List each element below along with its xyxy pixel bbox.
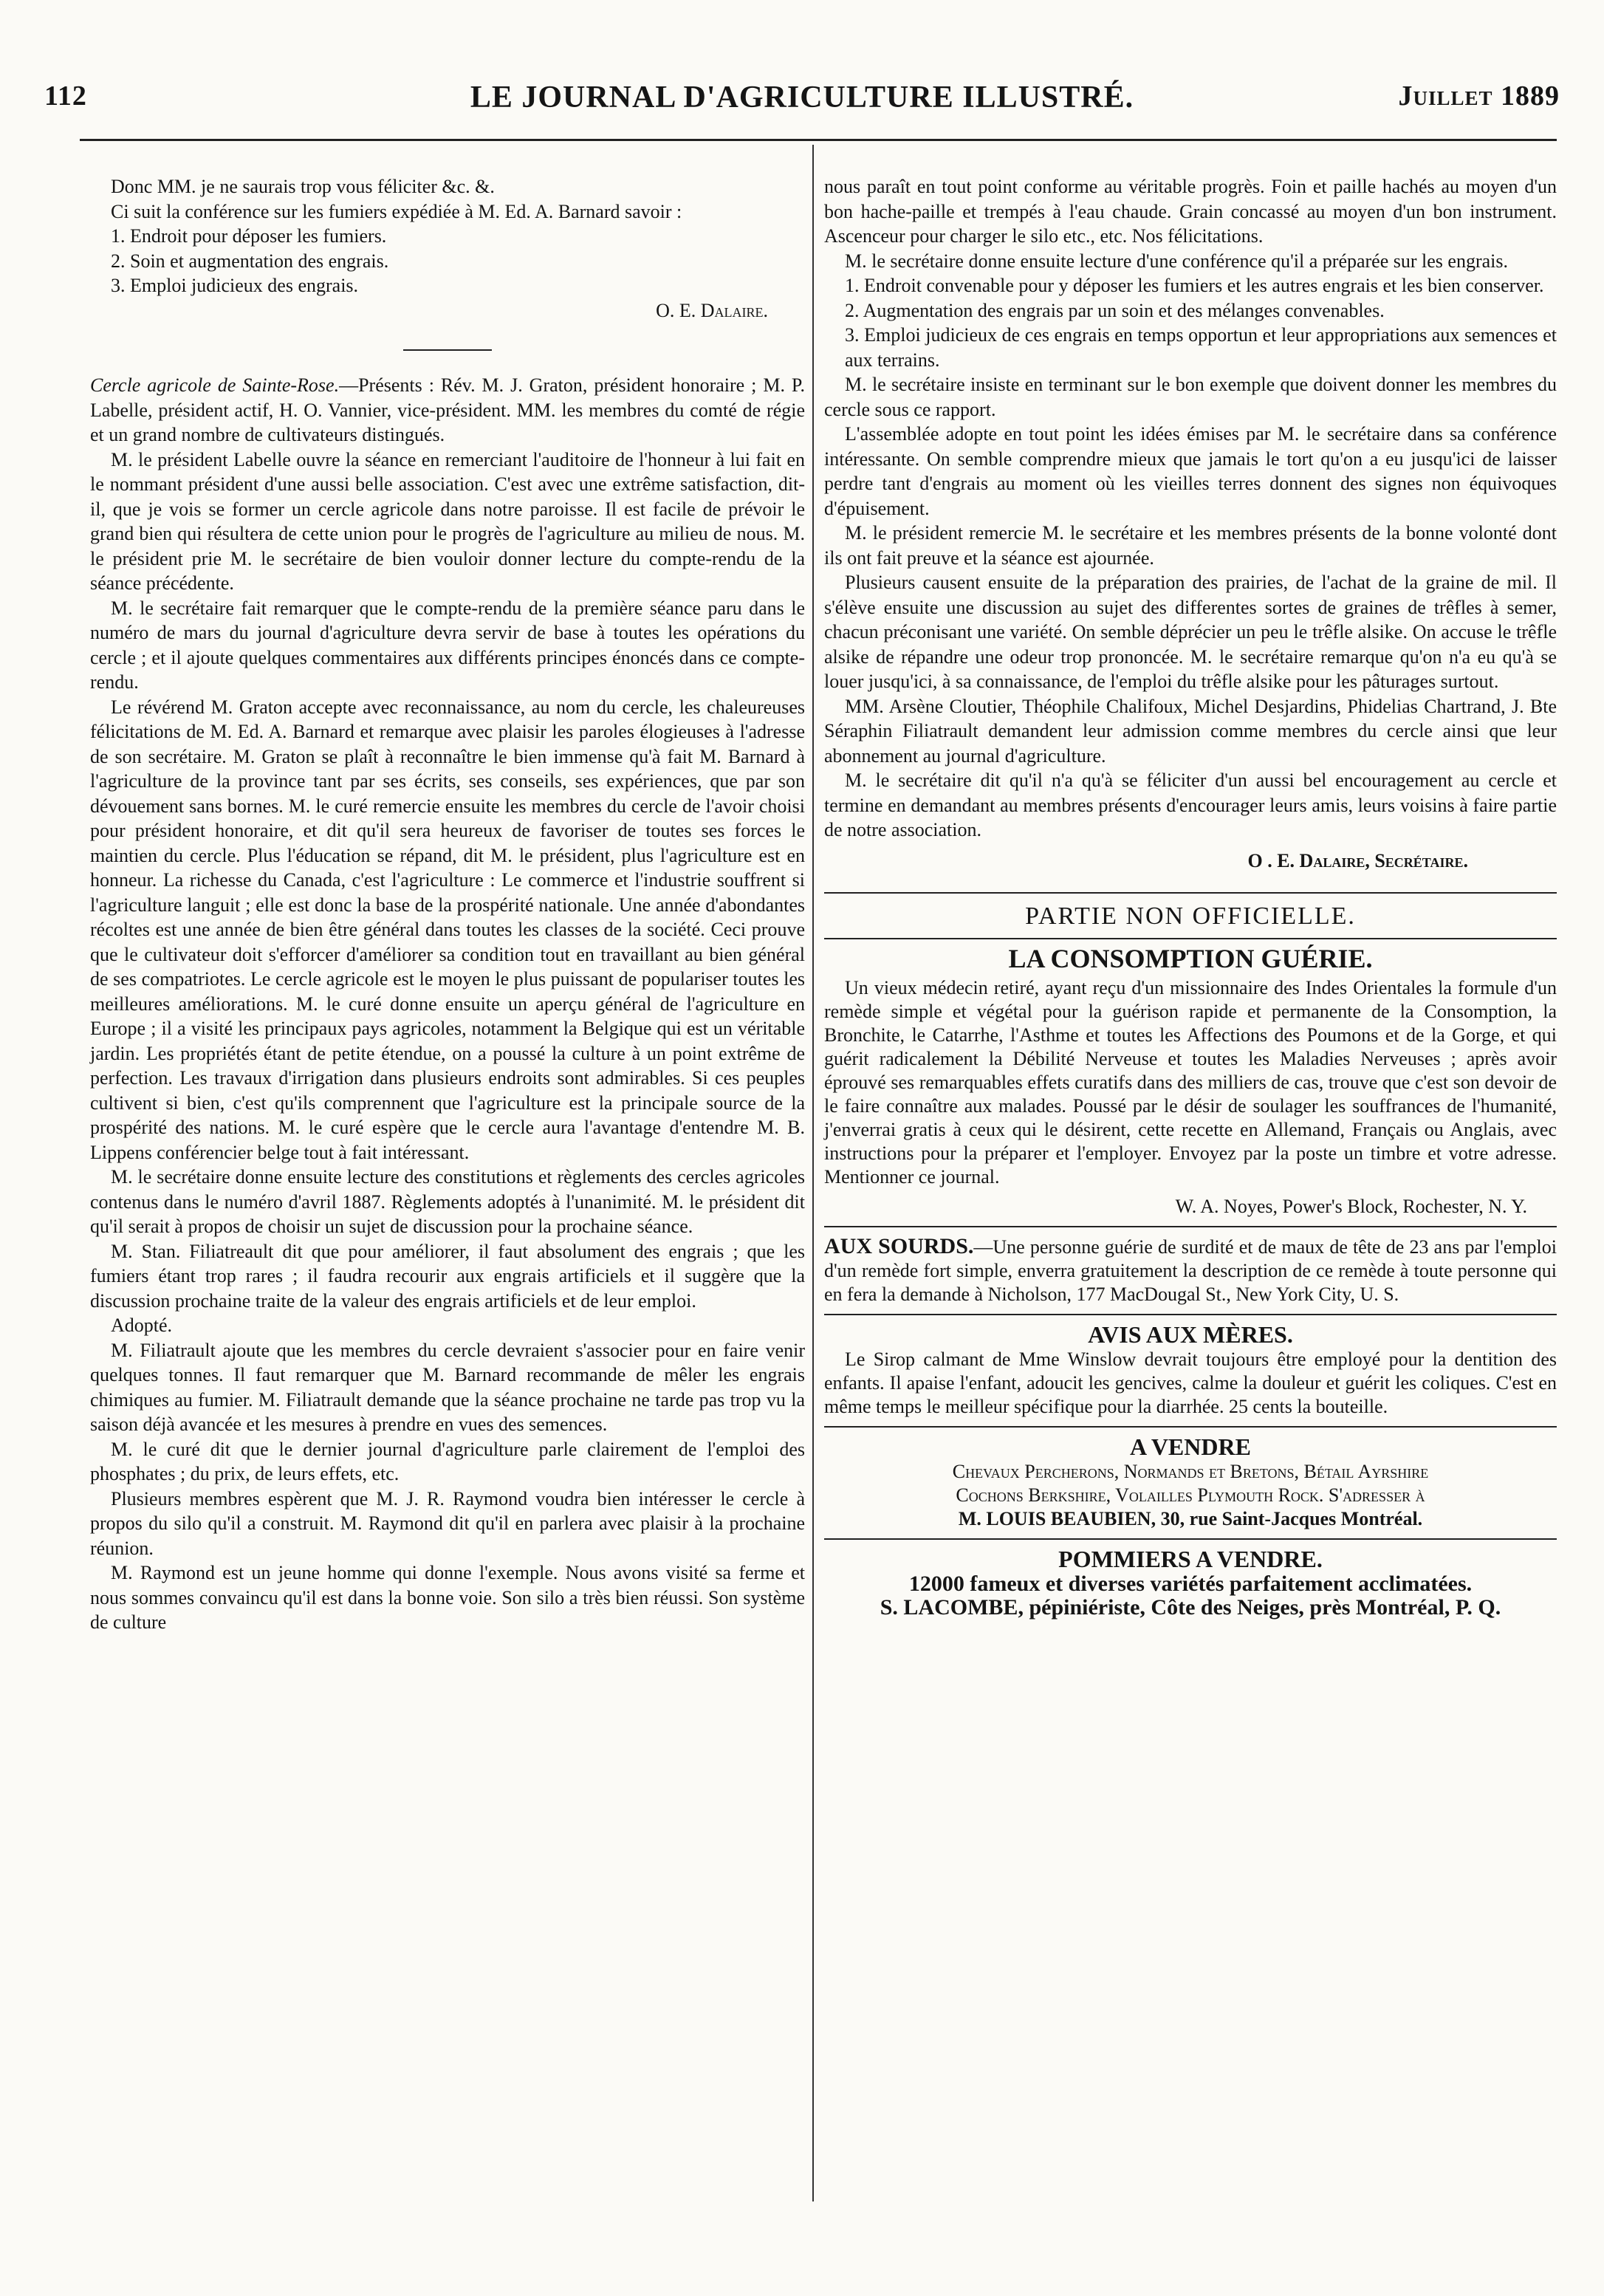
right-column	[824, 174, 1557, 1620]
signature: O. E. Dalaire.	[656, 299, 768, 321]
paragraph: M. le secrétaire fait remarquer que le compte-rendu de la première séance paru dans le numéro de mars du journal d'agriculture devra servir de base à toutes les opérations du cercle ; et il ajoute quelques commentaires aux différents principes énoncés dans ce compte-rendu.	[90, 597, 805, 693]
paragraph: M. le secrétaire dit qu'il n'a qu'à se féliciter d'un aussi bel encouragement au cercle et termine en demandant au membres présents d'encourager leurs amis, leurs voisins à faire partie de notre association.	[824, 770, 1557, 840]
divider	[824, 1426, 1557, 1428]
conference-list	[824, 273, 1557, 372]
divider	[824, 938, 1557, 939]
ad-body	[824, 1235, 1557, 1306]
paragraph: M. le secrétaire insiste en terminant sur le bon exemple que doivent donner les membres du cercle sous ce rapport.	[824, 374, 1557, 420]
ad-line: S. LACOMBE, pépiniériste, Côte des Neiges, près Montréal, P. Q.	[880, 1594, 1501, 1620]
ad-text: —Une personne guérie de surdité et de maux de tête de 23 ans par l'emploi d'un remède fort simple, enverra gratuitement la description de ce remède à toute personne qui en fera la demande à Nicholson, 177 MacDougal St., New York City, U. S.	[824, 1236, 1557, 1305]
paragraph: Ci suit la conférence sur les fumiers expédiée à M. Ed. A. Barnard savoir :	[111, 200, 682, 222]
divider	[824, 1226, 1557, 1227]
paragraph: MM. Arsène Cloutier, Théophile Chalifoux, Michel Desjardins, Phidelias Chartrand, J. Bte Séraphin Filiatrault demandent leur admission comme membres du cercle ainsi que leur abonnement au journal d'agriculture.	[824, 695, 1557, 767]
ad-title: AVIS AUX MÈRES.	[1088, 1320, 1293, 1348]
paragraph: Donc MM. je ne saurais trop vous féliciter &c. &.	[111, 176, 495, 197]
paragraph: nous paraît en tout point conforme au véritable progrès. Foin et paille hachés au moyen d'un bon hache-paille et trempés à l'eau chaude. Grain concassé au moyen d'un bon instrument. Ascenceur pour charger le silo etc., etc. Nos félicitations.	[824, 176, 1557, 247]
paragraph: Le révérend M. Graton accepte avec reconnaissance, au nom du cercle, les chaleureuses félicitations de M. Ed. A. Barnard et remarque avec plaisir les paroles élogieuses à l'adresse de son secrétaire. M. Graton se plaît à reconnaître le bien immense qu'à fait M. Barnard à l'agriculture de la province tant par ses écrits, ses conseils, ses expériences, que par son dévouement sans bornes. M. le curé remercie ensuite les membres du cercle de l'avoir choisi pour président honoraire, et dit qu'il sera heureux de favoriser de toutes ses forces le maintien du cercle. Plus l'éducation se répand, dit M. le président, plus l'agriculture est en honneur. La richesse du Canada, c'est l'agriculture : Le commerce et l'industrie souffrent si l'agriculture languit ; elle est donc la base de la prospérité nationale. Une année d'abondantes récoltes est une année de bien être général dans toutes les classes de la société. Ceci prouve que le cultivateur doit s'efforcer d'améliorer sa condition tout en travaillant au bien général de ses compatriotes. Le cercle agricole est le moyen le plus puissant de populariser toutes les meilleures améliorations. M. le curé donne ensuite un aperçu général de l'agriculture en Europe ; il a visité les principaux pays agricoles, notamment la Belgique qui est un véritable jardin. Les propriétés étant de petite étendue, on a poussé la culture à un point extrême de perfection. Les travaux d'irrigation dans plusieurs endroits sont admirables. Si ces peuples cultivent si bien, c'est qu'ils comprennent que l'agriculture est la principale source de la prospérité des nations. M. le curé espère que le cercle aura l'avantage d'entendre M. B. Lippens conférencier belge tout à fait intéressant.	[90, 696, 805, 1163]
list-item: 2. Augmentation des engrais par un soin et des mélanges convenables.	[845, 299, 1385, 321]
paragraph: M. Raymond est un jeune homme qui donne l'exemple. Nous avons visité sa ferme et nous sommes convaincu qu'il est dans la bonne voie. Son silo a très bien réussi. Son système de culture	[90, 1562, 805, 1633]
page-header	[44, 80, 1560, 124]
ad-title: AUX SOURDS.	[824, 1233, 974, 1258]
page-number: 112	[44, 80, 87, 112]
ad-title: LA CONSOMPTION GUÉRIE.	[1008, 943, 1373, 973]
paragraph: L'assemblée adopte en tout point les idées émises par M. le secrétaire dans sa conférence intéressante. On semble comprendre mieux que jamais le tort qu'on a eu jusqu'ici de laisser perdre tant d'engrais au moment où les vieilles terres donnent des signes non équivoques d'épuisement.	[824, 423, 1557, 519]
ad-signature: W. A. Noyes, Power's Block, Rochester, N. Y.	[1175, 1195, 1527, 1217]
paragraph: M. le secrétaire donne ensuite lecture des constitutions et règlements des cercles agricoles contenus dans le numéro d'avril 1887. Règlements adoptés à l'unanimité. M. le président dit qu'il serait à propos de choisir un sujet de discussion pour la prochaine séance.	[90, 1166, 805, 1237]
signature: O . E. Dalaire, Secrétaire.	[1247, 849, 1468, 871]
list-item: 3. Emploi judicieux de ces engrais en temps opportun et leur appropriations aux semences et aux terrains.	[845, 324, 1557, 371]
paragraph: M. le secrétaire donne ensuite lecture d'une conférence qu'il a préparée sur les engrais.	[845, 250, 1509, 272]
paragraph: M. Filiatrault ajoute que les membres du cercle devraient s'associer pour en faire venir quelques tonnes. Il faut remarquer que M. Barnard recommande de mêler les engrais chimiques au fumier. M. Filiatrault demande que la séance prochaine ne tarde pas trop vu la saison déjà avancée et les mesures à prendre en vues des semences.	[90, 1339, 805, 1435]
ad-vendre	[824, 1435, 1557, 1531]
cercle-intro-text: —Présents : Rév. M. J. Graton, président honoraire ; M. P. Labelle, président actif, H. O. Vannier, vice-président. MM. les membres du comté de régie et un grand nombre de cultivateurs distingués.	[90, 374, 805, 445]
ad-body: Un vieux médecin retiré, ayant reçu d'un missionnaire des Indes Orientales la formule d'un remède simple et végétal pour la guérison rapide et permanente de la Consomption, la Bronchite, le Catarrhe, l'Asthme et toutes les Affections des Poumons et de la Gorge, et qui guérit radicalement la Débilité Nerveuse et toutes les Maladies Nerveuses ; après avoir éprouvé ses remarquables effets curatifs dans des milliers de cas, trouve que c'est son devoir de le faire connaître aux malades. Poussé par le désir de soulager les souffrances de l'humanité, j'enverrai gratis à ceux qui le désirent, cette recette en Allemand, Français ou Anglais, avec instructions pour la préparer et l'employer. Envoyez par la poste un timbre et votre adresse. Mentionner ce journal.	[824, 976, 1557, 1188]
paragraph: Plusieurs causent ensuite de la préparation des prairies, de l'achat de la graine de mil. Il s'élève ensuite une discussion au sujet des differentes sortes de graines de trêfles à semer, chacun préconisant une variété. On semble déprécier un peu le trêfle alsike. On accuse le trêfle alsike de répandre une odeur trop prononcée. M. le secrétaire remarque qu'on n'a eu qu'à se louer jusqu'ici, à sa connaissance, de l'emploi du trêfle alsike pour les pâturages surtout.	[824, 572, 1557, 692]
header-rule	[80, 139, 1557, 141]
paragraph: Plusieurs membres espèrent que M. J. R. Raymond voudra bien intéresser le cercle à propos du silo qu'il a construit. M. Raymond dit qu'il en parlera avec plaisir à la prochaine réunion.	[90, 1487, 805, 1559]
conference-list	[90, 224, 805, 298]
paragraph: M. le président remercie M. le secrétaire et les membres présents de la bonne volonté dont ils ont fait preuve et la séance est ajournée.	[824, 522, 1557, 569]
ad-line: Chevaux Percherons, Normands et Bretons, Bétail Ayrshire	[952, 1460, 1429, 1482]
list-item: 1. Endroit pour déposer les fumiers.	[111, 225, 387, 247]
journal-title: LE JOURNAL D'AGRICULTURE ILLUSTRÉ.	[470, 80, 1134, 114]
ad-line: M. LOUIS BEAUBIEN, 30, rue Saint-Jacques Montréal.	[958, 1507, 1423, 1529]
list-item: 1. Endroit convenable pour y déposer les fumiers et les autres engrais et les bien conserver.	[845, 275, 1544, 296]
column-divider	[812, 145, 814, 2201]
paragraph: Adopté.	[111, 1315, 173, 1336]
section-title: PARTIE NON OFFICIELLE.	[1025, 902, 1356, 930]
cercle-title: Cercle agricole de Sainte-Rose.	[90, 374, 340, 396]
left-column	[90, 174, 805, 1635]
ad-pommiers	[824, 1547, 1557, 1620]
ad-title: POMMIERS A VENDRE.	[1058, 1545, 1323, 1572]
paragraph: M. le curé dit que le dernier journal d'agriculture parle clairement de l'emploi des phosphates ; du prix, de leurs effets, etc.	[90, 1438, 805, 1484]
ad-title: A VENDRE	[1130, 1433, 1251, 1460]
paragraph: M. Stan. Filiatreault dit que pour améliorer, il faut absolument des engrais ; que les fumiers étant trop rares ; il faudra recourir aux engrais artificiels et il suggère que la discussion prochaine traite de la valeur des engrais artificiels et de leur emploi.	[90, 1240, 805, 1312]
ad-consomption	[824, 943, 1557, 1219]
divider	[403, 349, 492, 351]
paragraph: M. le président Labelle ouvre la séance en remerciant l'auditoire de l'honneur à lui fait en le nommant président d'une aussi belle association. C'est avec une extrême satisfaction, dit-il, que je vois se former un cercle agricole dans notre paroisse. Il est facile de prévoir le grand bien qui résultera de cette union pour le progrès de l'agriculture au milieu de nous. M. le président prie M. le secrétaire de bien vouloir donner lecture du compte-rendu de la séance précédente.	[90, 448, 805, 594]
divider	[824, 1314, 1557, 1315]
list-item: 3. Emploi judicieux des engrais.	[111, 275, 359, 296]
divider	[824, 1538, 1557, 1540]
ad-line: Cochons Berkshire, Volailles Plymouth Rock. S'adresser à	[956, 1484, 1425, 1506]
ad-line: 12000 fameux et diverses variétés parfaitement acclimatées.	[908, 1571, 1473, 1596]
ad-meres	[824, 1320, 1557, 1419]
divider	[824, 892, 1557, 894]
cercle-intro	[90, 373, 805, 448]
ad-sourds	[824, 1235, 1557, 1306]
ad-body: Le Sirop calmant de Mme Winslow devrait toujours être employé pour la dentition des enfants. Il apaise l'enfant, adoucit les gencives, calme la douleur et guérit les coliques. C'est en même temps le meilleur spécifique pour la diarrhée. 25 cents la bouteille.	[824, 1348, 1557, 1417]
list-item: 2. Soin et augmentation des engrais.	[111, 250, 389, 272]
issue-date: Juillet 1889	[1398, 80, 1560, 112]
